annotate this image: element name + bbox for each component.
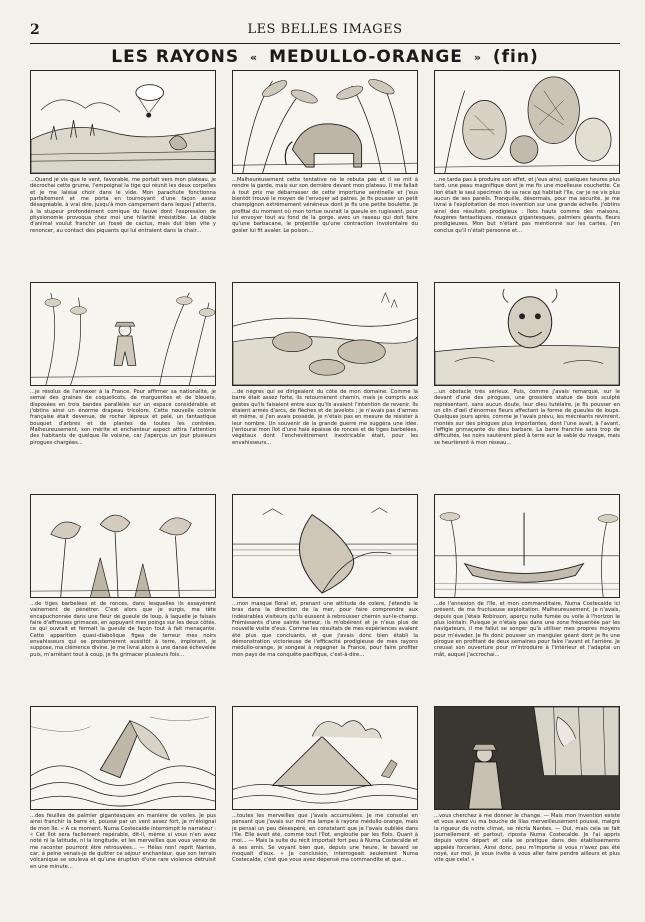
panel-caption: ...un obstacle très sérieux. Puis, comme j'avais remarqué, sur le devant d'une des pirogues, une grossière statue de bois sculpté représentant, sans aucun doute, leur dieu tutélaire, je fis pousser en un clin d'œil d'énormes fleurs affectant la forme de gueules de loups. Quelques jours après, comme je l'avais prévu, les mécréants revinrent, montés sur des pirogues plus importantes, dont l'une avait, à l'avant, l'effigie grimaçante du dieu barbare. La barre franchie sans trop de difficultés, les noirs sautèrent pied à terre sur le sable du rivage, mais se heurtèrent à mon réseau... — [434, 389, 620, 446]
panel-illustration-explorer-plants — [30, 282, 216, 386]
panel-illustration-boat-storm — [30, 706, 216, 810]
story-title-main: LES RAYONS — [111, 47, 240, 67]
panel-2 — [232, 70, 418, 274]
panel-caption: ...Malheureusement cette tentative ne le rebuta pas et il se mit à rendre la garde, mais sur son dernière devant mon plateau. Il me fallait à tout prix me débarrasser de cette importune sentinelle et j'eus bientôt trouvé le moyen de l'envoyer ad patres. Je fis pousser un petit champignon extrêmement vénéneux dont je fis une petite boulette. Je profitai du moment où mon tortue ouvrait la gueule en rugissant, pour lui envoyer tout au fond de la gorge, avec un raseau qui doit faire qu'une barbacane, le projectile qu'une contraction involontaire du gosier lui fit avaler. Le poison... — [232, 177, 418, 234]
panel-11 — [232, 706, 418, 910]
story-title-suffix: (fin) — [492, 47, 539, 67]
story-title-quote-close: » — [473, 50, 482, 64]
panel-illustration-customs-office — [434, 706, 620, 810]
panel-5 — [232, 282, 418, 486]
panel-1 — [30, 70, 216, 274]
panel-illustration-tiki-face — [434, 282, 620, 386]
panel-grid — [30, 70, 620, 910]
panel-illustration-jungle-elephant — [232, 70, 418, 174]
page-header — [30, 20, 620, 42]
panel-3 — [434, 70, 620, 274]
panel-caption: ...de tiges barbelées et de ronces, dans lesquelles ils essayèrent vainement de pénétrer. C'est alors que je surgis, ma tête encapuchonnée dans une fleur de gueule de loup, à laquelle je faisais faire d'affreuses grimaces, en appuyant mes poings sur les deux côtés, ce qui ouvrait et fermait la gueule de façon tout à fait menaçante. Cette apparition quasi-diabolique figea de terreur mes noirs envahisseurs qui se prosternèrent aussitôt à terre, implorant, je suppose, ma clémence divine. Je me livrai alors à une danse échevelée puis, m'arrêtant tout à coup, je fis grimacer plusieurs fois... — [30, 601, 216, 658]
panel-caption: ...mon masque floral et, prenant une attitude de colère, j'étendis le bras dans la direction de la mer, pour faire comprendre aux indésirables visiteurs qu'ils eussent à rebrousser chemin sur-le-champ. Frémissants d'une sainte terreur, ils m'obéirent et je n'eus plus de nouvelle visite d'eux. Comme les résultats de mes expériences avaient été plus que concluants, et que j'avais donc bien établi la démonstration victorieuse de l'efficacité prodigieuse de mes rayons médullo-orange, je songeai à regagner la France, pour faire profiter mon pays de ma conquête pacifique, c'est-à-dire... — [232, 601, 418, 658]
panel-8 — [232, 494, 418, 698]
story-title-brand: MEDULLO-ORANGE — [269, 47, 463, 67]
panel-10 — [30, 706, 216, 910]
panel-caption: ...de nègres qui se dirigeaient du côté de mon domaine. Comme la barre était assez forte, ils retournèrent chemin, mais je compris aux gestes qu'ils faisaient entre eux qu'ils avaient l'intention de revenir. Ils étaient armés d'arcs, de flèches et de javelots ; je n'avais pas d'armes et même, si j'en avais possédé, je n'étais pas en mesure de résister à leur nombre. Un souvenir de la grande guerre me suggéra une idée. J'entourai mon îlot d'une haie épaisse de ronces et de tiges barbelées, végétaux dont l'enchevêtrement inextricable était, pour les envahisseurs... — [232, 389, 418, 446]
panel-6 — [434, 282, 620, 486]
panel-illustration-volcano-eruption — [232, 706, 418, 810]
page-number: 2 — [30, 22, 40, 38]
panel-caption: ...toutes les merveilles que j'avais accumulées. Je me consolai en pensant que j'avais sur moi ma lampe à rayons médullo-orange, mais je pensai un peu désespéré, en constatant que je l'avais oubliée dans l'île. Elle avait été, comme tout l'îlot, engloutie par les flots. Quant à moi... — Mais la suite du récit importait fort peu à Numa Costecalde et à ses amis. Se voyant bien que, depuis une heure, le bavard se moquait d'eux. « Je conclusion, interrogeait seulement Numa Costecalde, c'est que vous avez dépensé ma commandite et que... — [232, 813, 418, 864]
panel-caption: ...des feuilles de palmier gigantesques en manière de voiles. Je pus ainsi franchir la barre et, poussé par un vent assez fort, je m'éloignai de mon île. « A ce moment, Numa Costecalde interrompit le narrateur : « Cet îlot sera facilement repérable, dit-il, même si vous n'en avez noté ni la latitude, ni la longitude, et les merveilles que vous venez de me raconter pourront être retrouvées... — Hélas non! reprit Nantes, car, à peine venais-je de quitter ce séjour enchanteur, que son terrain volcanique se souleva et qu'une éruption d'une rare violence détruisit en une minute... — [30, 813, 216, 870]
panel-4 — [30, 282, 216, 486]
story-title-quote-open: « — [250, 50, 259, 64]
panel-illustration-boat-harbor — [434, 494, 620, 598]
header-rule — [30, 43, 620, 44]
panel-illustration-landscape-cactus — [232, 282, 418, 386]
panel-illustration-giant-fruits — [434, 70, 620, 174]
panel-illustration-landscape-parachute — [30, 70, 216, 174]
story-title — [30, 47, 620, 67]
panel-illustration-giant-flower-sea — [232, 494, 418, 598]
panel-caption: ...de l'annexion de l'île, et mon commanditaire, Numa Costecalde ici présent, de ma fructueuse exploitation. Malheureusement, je n'avais, depuis que j'étais Robinson, aperçu nulle fumée ou voile à l'horizon le plus lointain. Puisque je n'étais pas dans une zone fréquentée par les navigateurs, il me fallut se songer qu'à utiliser mes propres moyens pour m'évader. Je fis donc pousser un manguier géant dont je fis une pirogue en profitant de deux semaines pour faire l'avant et l'arrière. Je creusai son ouverture pour m'introduire à l'intérieur et l'adaptai un mât, auquel j'accrochai... — [434, 601, 620, 658]
panel-12 — [434, 706, 620, 910]
panel-caption: ...vous cherchez à me donner le change. — Mais mon invention existe et vous avez vu ma bouche de lilas merveilleusement poussé, malgré la rigueur de notre climat, se récria Nantes. — Oui, mais cela se fait journellement et partout, riposta Numa Costecalde. Je l'ai appris depuis votre départ et cela se pratique dans des établissements appelés forceries. Ainsi donc, peu m'importe si vous n'avez pas été noyé, sur moi, je vous invite à vous aller faire pendre ailleurs et plus vite que cela! » — [434, 813, 620, 864]
panel-caption: ...Quand je vis que le vent, favorable, me portait vers mon plateau, je décrochai cette grume, l'empoignai la tige qui réunit les deux corpelles et je me laissai choir dans le vide. Mon parachute fonctionna parfaitement et me porta en tournoyant d'une façon assez désagréable, à vrai dire, jusqu'à mon campement dans lequel j'atterris, à la stupeur profondément comique du fauve dont l'expression de physionomie provoqua chez moi une hilarité irrésistible. Le diable d'animal voulut franchir un fossé de cactus, mais dut bien vite y renoncer, au contact des piquants qui lui entraient dans la chair... — [30, 177, 216, 234]
panel-caption: ...je résolus de l'annexer à la France. Pour affirmer sa nationalité, je semai des graines de coquelicots, de marguerites et de bleuets, disposées en trois bandes parallèles sur un espace considérable et j'obtins ainsi un énorme drapeau tricolore. Cette nouvelle colonie française était devenue, de rocher lépreux et pelé, un fantastique bouquet d'arbres et de plantes de toutes les contrées. Malheureusement, son mérite et enchanteur aspect attira l'attention des habitants de quelque île voisine, car j'aperçus un jour plusieurs pirogues chargées... — [30, 389, 216, 446]
journal-title: LES BELLES IMAGES — [247, 22, 403, 37]
panel-9 — [434, 494, 620, 698]
panel-7 — [30, 494, 216, 698]
panel-caption: ...ne tarda pas à produire son effet, et j'eus ainsi, quelques heures plus tard, une peau magnifique dont je me fis une moelleuse couchette. Ce lion était le seul spécimen de sa race qui habitait l'île, car je ne vis plus aucun de ses pareils. Tranquille, désormais, pour ma sécurité, je me livrai à l'exploitation de mon invention sur une grande échelle. J'obtins ainsi des résultats prodigieux : îlots hauts comme des maisons, fougères fantastiques, roseaux gigantesques, palmiers géants, fleurs prodigieuses. Mon but n'étant pas mentionné sur les cartes, j'en conclus qu'il n'était personne et... — [434, 177, 620, 234]
panel-illustration-flower-warriors — [30, 494, 216, 598]
